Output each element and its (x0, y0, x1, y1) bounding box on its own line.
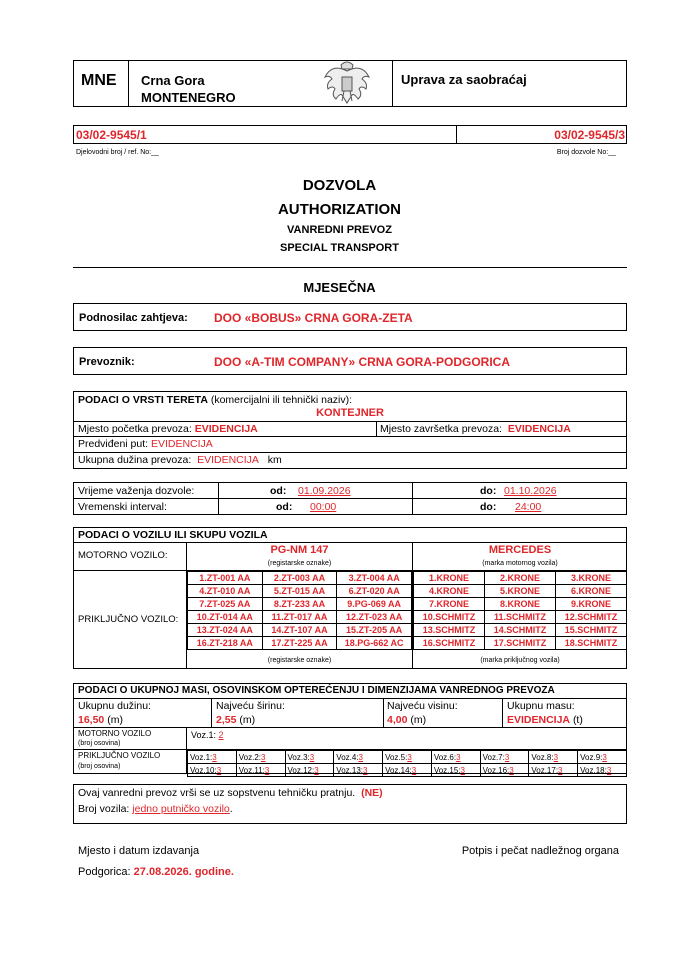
escort-value: (NE) (361, 787, 383, 799)
trailer-plates-table (187, 571, 412, 650)
axle-voz-label: Voz.2: (238, 752, 262, 762)
motor-plate: PG-NM 147 (270, 544, 329, 556)
axle-voz-value: 3 (261, 752, 266, 762)
interval-to-value: 24:00 (515, 501, 542, 513)
axle-cell (480, 751, 529, 764)
axle-voz-value: 3 (314, 765, 319, 775)
trailer-plate-cell: 10.ZT-014 AA (188, 611, 263, 624)
trailer-brand-cell: 13.SCHMITZ (414, 624, 485, 637)
axle-cell (236, 764, 285, 777)
trailer-brand-cell: 11.SCHMITZ (485, 611, 556, 624)
trailer-brand-row (414, 572, 627, 585)
mass-weight-value: EVIDENCIJA (507, 714, 571, 726)
trailer-plate-cell: 4.ZT-010 AA (188, 585, 263, 598)
escort-count-value: jedno putničko vozilo (132, 803, 230, 815)
axle-voz-label: Voz.7: (482, 752, 505, 762)
axle-voz-label: Voz.14: (385, 765, 412, 775)
carrier-label: Prevoznik: (79, 356, 135, 368)
mass-dim-rule (73, 727, 627, 728)
country-en: MONTENEGRO (141, 90, 236, 105)
mass-height (387, 714, 426, 726)
interval-from-label: od: (276, 501, 293, 513)
axle-cell (529, 751, 578, 764)
trailer-vehicle-label: PRIKLJUČNO VOZILO: (78, 614, 179, 625)
axle-voz-value: 3 (411, 765, 417, 775)
mass-weight-unit: (t) (572, 714, 583, 726)
title-line4: SPECIAL TRANSPORT (280, 242, 399, 254)
mass-heading-rule (73, 698, 627, 699)
axle-trailer-label: PRIKLJUČNO VOZILO (78, 751, 161, 760)
escort-line (78, 787, 383, 799)
escort-count-dot: . (229, 803, 233, 815)
trailer-plate-row (188, 598, 412, 611)
trailer-plate-cell: 12.ZT-023 AA (337, 611, 412, 624)
axle-voz-label: Voz.10: (190, 765, 217, 775)
axle-cell (334, 751, 383, 764)
validity-divider-2 (412, 482, 413, 515)
axle-voz-label: Voz.3: (287, 752, 310, 762)
place-date (78, 866, 234, 878)
ref-left-caption: Djelovodni broj / ref. No:__ (76, 149, 159, 156)
signature-label: Potpis i pečat nadležnog organa (461, 845, 619, 857)
interval-to-label: do: (480, 501, 497, 513)
axle-motor-label: MOTORNO VOZILO (78, 729, 152, 738)
motor-vehicle-label: MOTORNO VOZILO: (78, 550, 168, 561)
axle-voz-label: Voz.13: (336, 765, 363, 775)
escort-count (78, 803, 233, 815)
axle-voz-value: 3 (558, 765, 563, 775)
country-code: MNE (81, 72, 117, 89)
trailer-plate-cell: 11.ZT-017 AA (262, 611, 337, 624)
header-divider-1 (128, 60, 129, 107)
mass-height-value: 4,00 (387, 714, 408, 726)
escort-count-label: Broj vozila: (78, 803, 130, 815)
trailer-plate-row (188, 572, 412, 585)
ref-right-caption: Broj dozvole No:__ (556, 149, 616, 156)
validity-label: Vrijeme važenja dozvole: (78, 485, 195, 497)
ref-box (73, 125, 627, 144)
cargo-route-label: Predviđeni put: (78, 438, 149, 450)
trailer-brand-cell: 15.SCHMITZ (556, 624, 627, 637)
period-title: MJESEČNA (303, 280, 376, 295)
axle-cell (383, 751, 432, 764)
mass-div-1 (211, 698, 212, 727)
ref-left-number: 03/02-9545/1 (76, 128, 147, 142)
mass-width-label: Najveću širinu: (216, 700, 285, 712)
mass-length-label: Ukupnu dužinu: (78, 700, 151, 712)
mass-width (216, 714, 255, 726)
trailer-brand-cell: 17.SCHMITZ (485, 637, 556, 650)
axle-voz-label: Voz.8: (531, 752, 554, 762)
cargo-name: KONTEJNER (316, 407, 384, 419)
trailer-brand-cell: 2.KRONE (485, 572, 556, 585)
place-name: Podgorica: (78, 866, 131, 878)
applicant-label: Podnosilac zahtjeva: (79, 312, 188, 324)
axle-voz-value: 3 (216, 765, 222, 775)
cargo-start-label: Mjesto početka prevoza: (78, 423, 192, 435)
cargo-end-label: Mjesto završetka prevoza: (380, 423, 502, 435)
trailer-plate-cell: 8.ZT-233 AA (262, 598, 337, 611)
cargo-route (78, 438, 213, 450)
trailer-brand-row (414, 598, 627, 611)
interval-label: Vremenski interval: (78, 501, 167, 513)
cargo-rule-2 (73, 436, 627, 437)
mass-length-value: 16,50 (78, 714, 105, 726)
trailer-plate-cell: 9.PG-069 AA (337, 598, 412, 611)
mass-weight-label: Ukupnu masu: (507, 700, 575, 712)
mass-length-unit: (m) (107, 714, 123, 726)
trailer-plate-cell: 5.ZT-015 AA (262, 585, 337, 598)
trailer-plate-cell: 15.ZT-205 AA (337, 624, 412, 637)
applicant-value: DOO «BOBUS» CRNA GORA-ZETA (214, 311, 413, 325)
axle-voz-value: 3 (553, 752, 559, 762)
axle-voz-label: Voz.6: (433, 752, 457, 762)
title-rule (73, 267, 627, 268)
axle-voz-value: 3 (602, 752, 607, 762)
axle-voz-label: Voz.9: (580, 752, 603, 762)
axle-trailer-table (187, 750, 627, 777)
axle-cell (383, 764, 432, 777)
title-line2: AUTHORIZATION (277, 201, 402, 218)
trailer-brand-cell: 6.KRONE (556, 585, 627, 598)
validity-from-value: 01.09.2026 (298, 485, 351, 497)
trailer-plate-cell: 7.ZT-025 AA (188, 598, 263, 611)
validity-divider-1 (218, 482, 219, 515)
trailer-brand-cell: 8.KRONE (485, 598, 556, 611)
vehicle-heading: PODACI O VOZILU ILI SKUPU VOZILA (78, 529, 268, 541)
trailer-brand-cell: 1.KRONE (414, 572, 485, 585)
title-line3: VANREDNI PREVOZ (287, 224, 392, 236)
axle-voz-value: 3 (309, 752, 315, 762)
title-line1: DOZVOLA (302, 177, 377, 194)
vehicle-heading-rule (73, 542, 627, 543)
trailer-brands-table (413, 571, 627, 650)
validity-from-label: od: (270, 485, 287, 497)
trailer-plate-cell: 14.ZT-107 AA (262, 624, 337, 637)
cargo-length-label: Ukupna dužina prevoza: (78, 454, 192, 466)
axle-voz-value: 3 (264, 765, 270, 775)
motor-brand-caption: (marka motornog vozila) (482, 560, 558, 567)
mass-width-unit: (m) (239, 714, 256, 726)
trailer-brand-cell: 3.KRONE (556, 572, 627, 585)
axle-voz-value: 3 (460, 765, 465, 775)
cargo-length-unit: km (267, 454, 282, 466)
validity-rule (73, 498, 627, 499)
mass-height-label: Najveću visinu: (387, 700, 458, 712)
axle-cell (285, 751, 334, 764)
cargo-heading-rest: (komercijalni ili tehnički naziv): (207, 394, 353, 406)
ref-divider (456, 125, 457, 144)
axle-voz-label: Voz.15: (433, 765, 461, 775)
axle-row (188, 764, 627, 777)
country-local: Crna Gora (141, 73, 205, 88)
trailer-brand-cell: 16.SCHMITZ (414, 637, 485, 650)
axle-voz-value: 3 (407, 752, 412, 762)
axle-cell (578, 751, 627, 764)
trailer-plate-cell: 18.PG-662 AC (337, 637, 412, 650)
mass-div-3 (502, 698, 503, 727)
axle-cell (285, 764, 334, 777)
place-date-label: Mjesto i datum izdavanja (78, 845, 200, 857)
mass-heading: PODACI O UKUPNOJ MASI, OSOVINSKOM OPTEREĆENJU I DIMENZIJAMA VANREDNOG PREVOZA (78, 685, 555, 696)
axle-cell (188, 751, 237, 764)
axle-cell (236, 751, 285, 764)
axle-trailer-caption: (broj osovina) (78, 763, 121, 770)
cargo-length-value: EVIDENCIJA (197, 454, 259, 466)
cargo-length (78, 454, 282, 466)
mass-length (78, 714, 123, 726)
trailer-plate-cell: 3.ZT-004 AA (337, 572, 412, 585)
cargo-end (380, 423, 571, 435)
axle-motor-value-wrap (191, 730, 224, 740)
mass-div-2 (383, 698, 384, 727)
trailer-plate-cell: 6.ZT-020 AA (337, 585, 412, 598)
axle-voz-value: 3 (358, 752, 363, 762)
mass-weight (507, 714, 583, 726)
trailer-brand-row (414, 637, 627, 650)
trailer-brand-cell: 4.KRONE (414, 585, 485, 598)
trailer-plate-row (188, 585, 412, 598)
carrier-value: DOO «A-TIM COMPANY» CRNA GORA-PODGORICA (214, 355, 511, 369)
authority-name: Uprava za saobraćaj (401, 72, 527, 87)
axle-voz-label: Voz.18: (580, 765, 607, 775)
coat-of-arms-icon (320, 57, 374, 111)
axle-cell (431, 764, 480, 777)
trailer-brand-row (414, 611, 627, 624)
trailer-brand-cell: 9.KRONE (556, 598, 627, 611)
interval-from-value: 00:00 (310, 501, 337, 513)
cargo-heading (78, 394, 352, 406)
axle-cell (188, 764, 237, 777)
mass-width-value: 2,55 (216, 714, 237, 726)
motor-plate-caption: (registarske oznake) (267, 560, 332, 567)
cargo-mid-divider (376, 421, 377, 436)
cargo-heading-bold: PODACI O VRSTI TERETA (78, 394, 208, 406)
trailer-plate-cell: 17.ZT-225 AA (262, 637, 337, 650)
axle-voz-value: 3 (456, 752, 461, 762)
mass-height-unit: (m) (410, 714, 427, 726)
axle-voz-label: Voz.5: (385, 752, 408, 762)
trailer-brand-row (414, 585, 627, 598)
escort-text: Ovaj vanredni prevoz vrši se uz sopstvenu tehničku pratnju. (78, 787, 356, 799)
axle-voz-label: Voz.1: (190, 752, 213, 762)
trailer-brand-cell: 5.KRONE (485, 585, 556, 598)
validity-to-label: do: (480, 485, 497, 497)
axle-row (188, 751, 627, 764)
trailer-brand-row (414, 624, 627, 637)
axle-voz-value: 3 (362, 765, 368, 775)
trailer-plate-row (188, 624, 412, 637)
axle-voz-label: Voz.11: (238, 765, 265, 775)
axle-cell (578, 764, 627, 777)
trailer-plate-row (188, 611, 412, 624)
trailer-plate-cell: 2.ZT-003 AA (262, 572, 337, 585)
trailer-plate-cell: 1.ZT-001 AA (188, 572, 263, 585)
axle-motor-voz-label: Voz.1: (191, 730, 217, 740)
axle-voz-label: Voz.4: (336, 752, 359, 762)
trailer-plate-cell: 13.ZT-024 AA (188, 624, 263, 637)
axle-cell (431, 751, 480, 764)
axle-cell (529, 764, 578, 777)
trailer-brand-cell: 18.SCHMITZ (556, 637, 627, 650)
validity-to-value: 01.10.2026 (504, 485, 557, 497)
cargo-start (78, 423, 258, 435)
axle-motor-caption: (broj osovina) (78, 740, 121, 747)
header-divider-2 (392, 60, 393, 107)
axle-voz-value: 3 (509, 765, 514, 775)
trailer-brand-cell: 10.SCHMITZ (414, 611, 485, 624)
trailer-plate-cell: 16.ZT-218 AA (188, 637, 263, 650)
trailer-brand-cell: 14.SCHMITZ (485, 624, 556, 637)
cargo-rule-3 (73, 452, 627, 453)
motor-brand: MERCEDES (488, 544, 552, 556)
axle-voz-label: Voz.12: (287, 765, 315, 775)
trailer-brand-caption: (marka priključnog vozila) (480, 657, 560, 664)
axle-cell (480, 764, 529, 777)
issue-date: 27.08.2026. godine. (133, 866, 234, 878)
cargo-end-value: EVIDENCIJA (507, 423, 571, 435)
trailer-brand-cell: 7.KRONE (414, 598, 485, 611)
axle-voz-value: 3 (606, 765, 612, 775)
cargo-rule-1 (73, 421, 627, 422)
axle-voz-value: 3 (212, 752, 217, 762)
trailer-brand-cell: 12.SCHMITZ (556, 611, 627, 624)
cargo-start-value: EVIDENCIJA (194, 423, 258, 435)
ref-right-number: 03/02-9545/3 (554, 128, 625, 142)
axle-voz-label: Voz.17: (531, 765, 559, 775)
trailer-plate-caption: (registarske oznake) (267, 657, 332, 664)
trailer-plate-row (188, 637, 412, 650)
cargo-route-value: EVIDENCIJA (150, 438, 213, 450)
axle-motor-voz-value: 2 (218, 730, 224, 740)
axle-cell (334, 764, 383, 777)
axle-voz-label: Voz.16: (482, 765, 510, 775)
axle-voz-value: 3 (504, 752, 510, 762)
